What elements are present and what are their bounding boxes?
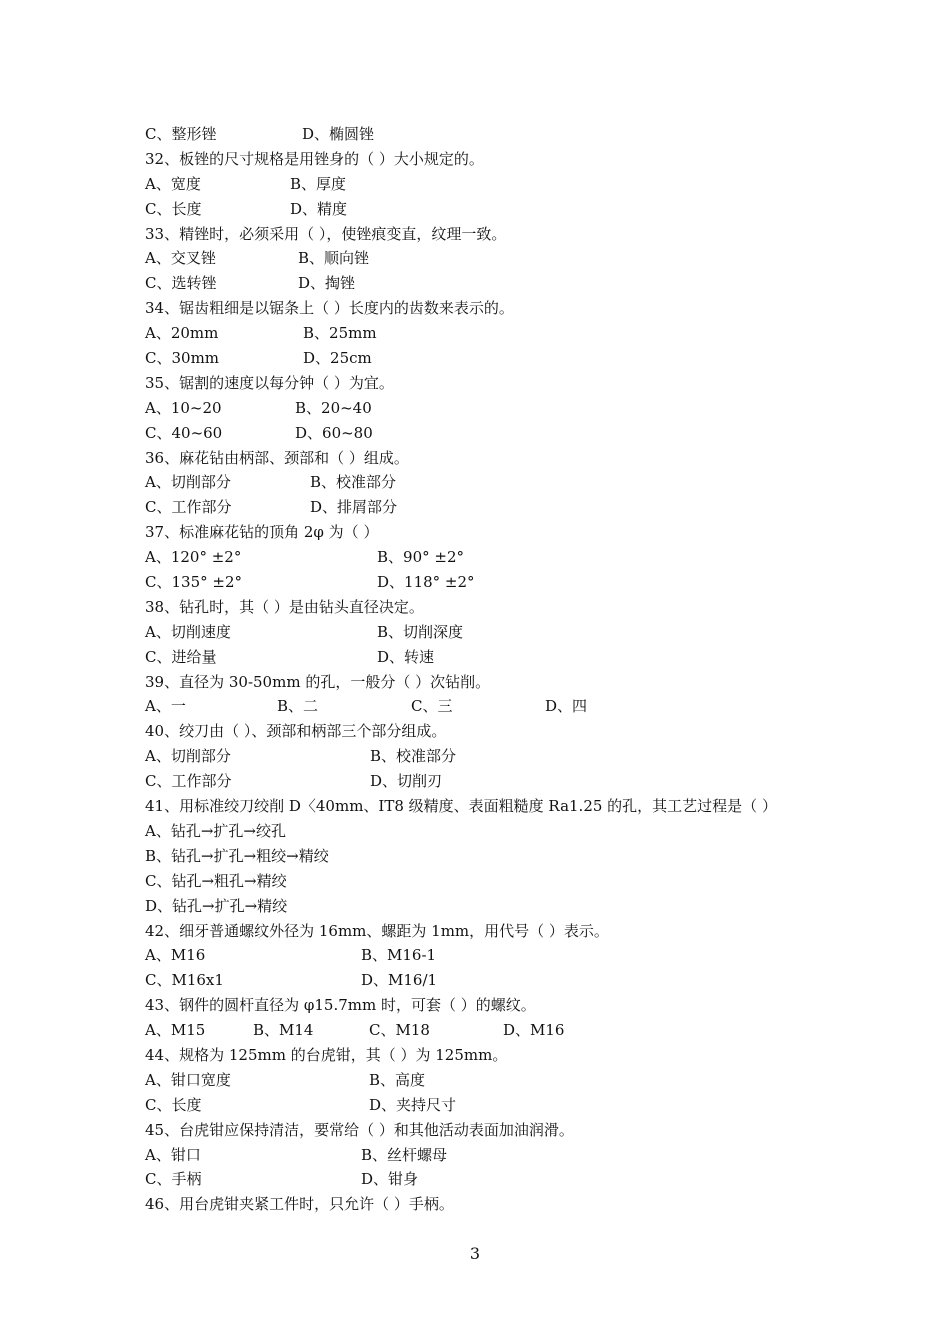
option-line: [145, 1068, 845, 1093]
option-line: [145, 346, 845, 371]
question-line: [145, 794, 845, 819]
option-line: [145, 645, 845, 670]
option-text: A、20mm: [145, 324, 219, 343]
option-line: [145, 570, 845, 595]
option-text: D、M16/1: [361, 971, 438, 990]
question-line: [145, 520, 845, 545]
option-text: D、精度: [290, 199, 348, 218]
option-text: C、选转锉: [145, 274, 217, 293]
option-text: A、一: [145, 697, 186, 716]
option-text: D、转速: [377, 647, 435, 666]
question-text: 33、精锉时，必须采用（ ），使锉痕变直，纹理一致。: [145, 224, 507, 243]
option-line: [145, 470, 845, 495]
option-text: A、切削速度: [145, 622, 231, 641]
option-text: B、高度: [369, 1070, 426, 1089]
option-line: [145, 620, 845, 645]
option-text: C、135° ±2°: [145, 573, 242, 592]
question-text: 45、台虎钳应保持清洁，要常给（ ）和其他活动表面加油润滑。: [145, 1120, 574, 1139]
question-line: [145, 670, 845, 695]
option-line: [145, 744, 845, 769]
option-line: [145, 321, 845, 346]
option-line: [145, 943, 845, 968]
option-text: A、钳口宽度: [145, 1070, 231, 1089]
question-text: 46、用台虎钳夹紧工件时，只允许（ ）手柄。: [145, 1195, 454, 1214]
option-text: C、长度: [145, 199, 202, 218]
question-line: [145, 919, 845, 944]
question-line: [145, 446, 845, 471]
option-text: D、118° ±2°: [377, 573, 475, 592]
option-text: C、整形锉: [145, 125, 217, 143]
question-line: [145, 1043, 845, 1068]
option-text: D、钻孔→扩孔→精绞: [145, 896, 288, 915]
option-line: [145, 271, 845, 296]
option-text: D、60~80: [295, 423, 373, 442]
option-text: A、钻孔→扩孔→绞孔: [145, 821, 286, 840]
option-text: D、钳身: [361, 1170, 419, 1189]
option-text: B、M14: [253, 1021, 314, 1040]
question-line: [145, 371, 845, 396]
option-line: [145, 122, 845, 147]
question-line: [145, 296, 845, 321]
option-text: D、25cm: [303, 349, 372, 368]
option-text: A、切削部分: [145, 473, 231, 492]
question-text: 37、标准麻花钻的顶角 2φ 为（ ）: [145, 523, 379, 542]
option-line: [145, 1143, 845, 1168]
option-text: C、钻孔→粗孔→精绞: [145, 871, 287, 890]
option-line: [145, 197, 845, 222]
question-line: [145, 719, 845, 744]
option-text: B、钻孔→扩孔→粗绞→精绞: [145, 846, 329, 865]
question-line: [145, 1118, 845, 1143]
option-line: [145, 396, 845, 421]
question-text: 41、用标准绞刀绞削 D〈40mm、IT8 级精度、表面粗糙度 Ra1.25 的孔，其工艺过程是（ ）: [145, 797, 777, 816]
option-text: B、M16-1: [361, 946, 437, 965]
option-text: C、进给量: [145, 647, 217, 666]
option-text: B、校准部分: [370, 747, 457, 766]
option-text: C、30mm: [145, 349, 220, 368]
option-line: [145, 1093, 845, 1118]
question-line: [145, 222, 845, 247]
page-number: 3: [469, 1244, 481, 1263]
question-text: 39、直径为 30-50mm 的孔，一般分（ ）次钻削。: [145, 672, 491, 691]
option-line: [145, 495, 845, 520]
option-text: C、M16x1: [145, 971, 224, 990]
option-text: C、40~60: [145, 423, 223, 442]
option-line: [145, 1018, 845, 1043]
option-text: D、排屑部分: [310, 498, 398, 517]
option-text: D、切削刃: [370, 772, 443, 791]
option-text: A、切削部分: [145, 747, 231, 766]
option-text: C、M18: [369, 1021, 430, 1040]
question-line: [145, 595, 845, 620]
option-text: A、10~20: [145, 398, 222, 417]
option-line: [145, 844, 845, 869]
option-text: B、校准部分: [310, 473, 397, 492]
option-text: A、M15: [145, 1021, 206, 1040]
option-text: A、M16: [145, 946, 206, 965]
option-text: D、夹持尺寸: [369, 1095, 457, 1114]
option-line: [145, 694, 845, 719]
question-text: 34、锯齿粗细是以锯条上（ ）长度内的齿数来表示的。: [145, 299, 514, 318]
question-line: [145, 993, 845, 1018]
question-text: 35、锯割的速度以每分钟（ ）为宜。: [145, 373, 394, 392]
option-line: [145, 1167, 845, 1192]
option-line: [145, 545, 845, 570]
option-text: D、四: [545, 697, 588, 716]
option-line: [145, 894, 845, 919]
option-text: C、工作部分: [145, 772, 232, 791]
question-text: 42、细牙普通螺纹外径为 16mm、螺距为 1mm，用代号（ ）表示。: [145, 921, 609, 940]
option-text: B、二: [277, 697, 319, 716]
option-text: C、长度: [145, 1095, 202, 1114]
option-text: D、M16: [503, 1021, 565, 1040]
question-line: [145, 1192, 845, 1217]
question-text: 44、规格为 125mm 的台虎钳，其（ ）为 125mm。: [145, 1045, 508, 1064]
option-text: D、掏锉: [298, 274, 356, 293]
option-text: C、工作部分: [145, 498, 232, 517]
option-text: B、20~40: [295, 398, 372, 417]
question-text: 43、钢件的圆杆直径为 φ15.7mm 时，可套（ ）的螺纹。: [145, 996, 536, 1015]
option-text: C、手柄: [145, 1170, 202, 1189]
option-text: B、90° ±2°: [377, 548, 464, 567]
option-line: [145, 172, 845, 197]
option-line: [145, 968, 845, 993]
question-text: 38、钻孔时，其（ ）是由钻头直径决定。: [145, 597, 424, 616]
option-text: A、交叉锉: [145, 249, 216, 268]
question-line: [145, 147, 845, 172]
option-line: [145, 869, 845, 894]
option-text: B、切削深度: [377, 622, 464, 641]
option-text: D、椭圆锉: [302, 125, 375, 143]
question-text: 32、板锉的尺寸规格是用锉身的（ ）大小规定的。: [145, 149, 484, 168]
option-text: A、120° ±2°: [145, 548, 242, 567]
question-text: 40、绞刀由（ ）、颈部和柄部三个部分组成。: [145, 722, 447, 741]
question-text: 36、麻花钻由柄部、颈部和（ ）组成。: [145, 448, 409, 467]
option-text: A、宽度: [145, 174, 201, 193]
option-text: B、丝杆螺母: [361, 1145, 448, 1164]
document-body: [145, 122, 845, 1217]
option-text: B、厚度: [290, 174, 347, 193]
option-text: A、钳口: [145, 1145, 201, 1164]
option-line: [145, 421, 845, 446]
option-line: [145, 819, 845, 844]
option-text: B、25mm: [303, 324, 377, 343]
option-text: C、三: [411, 697, 453, 716]
option-line: [145, 769, 845, 794]
option-text: B、顺向锉: [298, 249, 370, 268]
option-line: [145, 246, 845, 271]
